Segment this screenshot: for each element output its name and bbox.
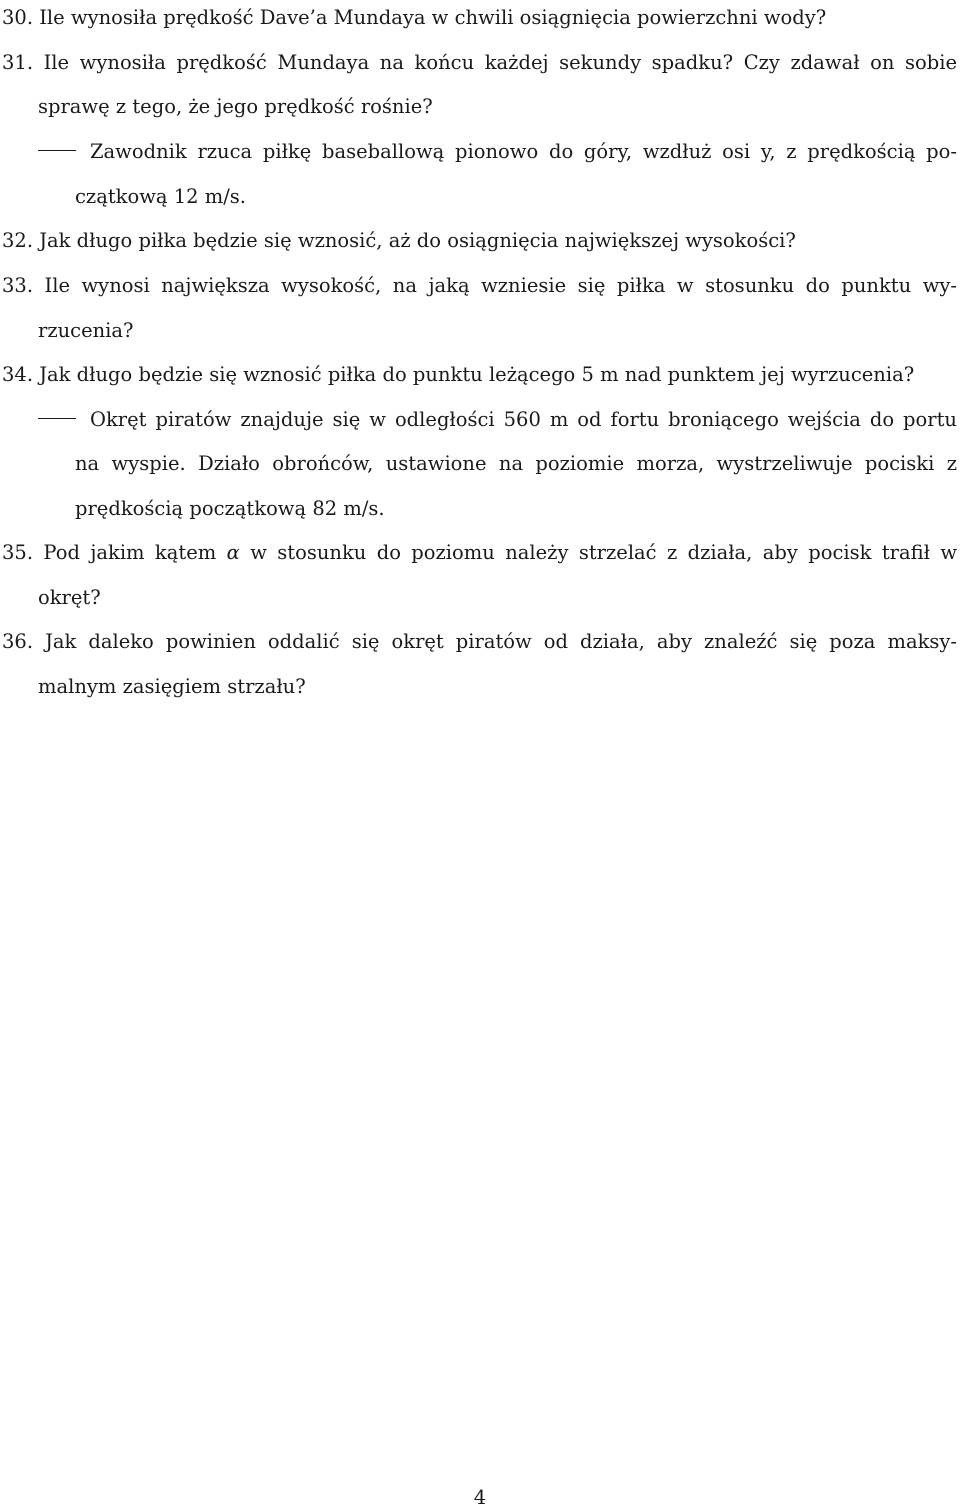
intro-baseball-line-2 (75, 187, 246, 207)
intro-baseball-line-1 (38, 142, 957, 162)
question-32-number: 32. (2, 229, 34, 252)
question-36-number: 36. (2, 630, 34, 653)
intro-pirates-line-2 (75, 454, 957, 474)
intro-pirates-text-3: prędkością początkową 82 m/s. (75, 497, 385, 520)
intro-baseball-text-2: czątkową 12 m/s. (75, 185, 247, 208)
question-35-text-1b: w stosunku do poziomu należy strzelać z działa, aby pocisk trafił w (250, 541, 958, 564)
question-30-number: 30. (2, 6, 34, 29)
question-35-text-1a: Pod jakim kątem (43, 541, 217, 564)
em-dash-icon (38, 418, 76, 419)
question-30-text: Ile wynosiła prędkość Dave’a Mundaya w chwili osiągnięcia powierzchni wody? (39, 6, 827, 29)
intro-pirates-text-2: na wyspie. Działo obrońców, ustawione na poziomie morza, wystrzeliwuje pociski z (75, 452, 957, 475)
question-33-line-1 (2, 276, 957, 296)
question-31-line-1 (2, 53, 957, 73)
question-30-line-1 (2, 8, 826, 28)
question-34-number: 34. (2, 363, 34, 386)
question-34-line-1 (2, 365, 914, 385)
question-36-line-2 (38, 677, 306, 697)
em-dash-icon (38, 150, 76, 151)
alpha-symbol: α (226, 541, 240, 564)
question-36-text-2: malnym zasięgiem strzału? (38, 675, 306, 698)
question-31-number: 31. (2, 51, 34, 74)
question-35-text-2: okręt? (38, 586, 101, 609)
question-35-line-2 (38, 588, 101, 608)
question-35-number: 35. (2, 541, 34, 564)
question-31-text-1: Ile wynosiła prędkość Mundaya na końcu każdej sekundy spadku? Czy zdawał on sobie (43, 51, 957, 74)
question-32-line-1 (2, 231, 796, 251)
intro-pirates-text-1: Okręt piratów znajduje się w odległości 560 m od fortu broniącego wejścia do portu (90, 408, 957, 431)
question-33-text-1: Ile wynosi największa wysokość, na jaką wzniesie się piłka w stosunku do punktu wy- (44, 274, 957, 297)
question-36-line-1 (2, 632, 957, 652)
question-33-line-2 (38, 321, 134, 341)
page-number: 4 (473, 1486, 487, 1509)
question-35-line-1 (2, 543, 957, 563)
question-32-text: Jak długo piłka będzie się wznosić, aż do osiągnięcia największej wysokości? (39, 229, 796, 252)
question-31-text-2: sprawę z tego, że jego prędkość rośnie? (38, 95, 433, 118)
question-33-number: 33. (2, 274, 34, 297)
question-34-text: Jak długo będzie się wznosić piłka do punktu leżącego 5 m nad punktem jej wyrzucenia? (39, 363, 915, 386)
intro-baseball-text-1: Zawodnik rzuca piłkę baseballową pionowo do góry, wzdłuż osi y, z prędkością po- (90, 140, 957, 163)
question-33-text-2: rzucenia? (38, 319, 134, 342)
question-31-line-2 (38, 97, 433, 117)
intro-pirates-line-3 (75, 499, 385, 519)
question-36-text-1: Jak daleko powinien oddalić się okręt piratów od działa, aby znaleźć się poza maksy- (45, 630, 958, 653)
intro-pirates-line-1 (38, 410, 957, 430)
